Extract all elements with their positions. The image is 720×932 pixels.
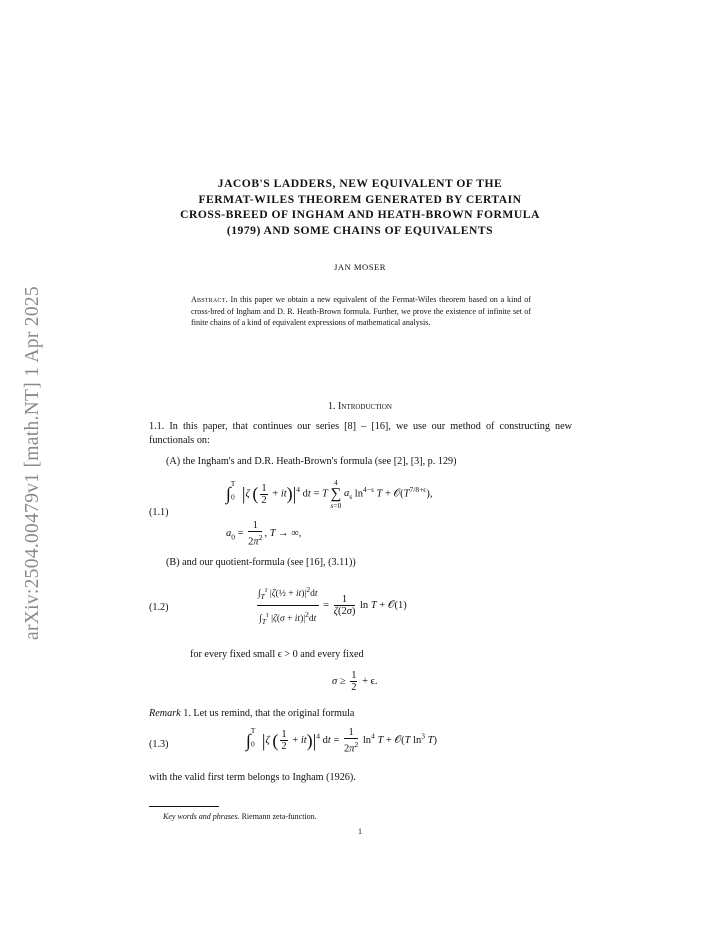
closing-sentence: with the valid first term belongs to Ingham (1926).	[149, 772, 356, 783]
arxiv-stamp: arXiv:2504.00479v1 [math.NT] 1 Apr 2025	[22, 286, 43, 640]
equation-number: (1.3)	[149, 739, 169, 750]
title-line: FERMAT-WILES THEOREM GENERATED BY CERTAIN	[198, 192, 522, 206]
equation-1-2: $\frac{\int_T^\tau |\zeta(\frac{1}{2} + it)|^2dt}{\int_T^\tau |\zeta(\sigma + it)|^2dt}$ = $\frac{1}{\zeta(2\sigma)}$ ln T + 𝒪(1)	[258, 585, 407, 627]
author-name: JAN MOSER	[333, 262, 386, 272]
intro-paragraph: 1.1. In this paper, that continues our series [8] – [16], we use our method of constructing new functionals on:	[149, 421, 572, 446]
title-line: (1979) AND SOME CHAINS OF EQUIVALENTS	[226, 223, 494, 237]
footnote-text: Riemann zeta-function.	[241, 812, 317, 821]
footnote-rule	[149, 806, 219, 807]
equation-1-3: $\int_0^T$ |ζ ( $\frac{1}{2}$ + $it)|^4$ dt = $\frac{1}{2\pi^2}$ $\ln^4 T$ + 𝒪(T $\ln^3 T$)	[246, 725, 437, 755]
abstract-text: In this paper we obtain a new equivalent of the Fermat-Wiles theorem based on a kind of cross-bred of Ingham and D. R. Heath-Brown formula. Further, we prove the existence of infinite set of finite chains of a kind of equivalent expressions of mathematical analysis.	[191, 295, 532, 328]
for-every-text: for every fixed small ϵ > 0 and every fixed	[190, 649, 364, 660]
remark-label: Remark	[149, 708, 181, 719]
footnote-label: Key words and phrases.	[163, 812, 240, 821]
page-number: 1	[358, 827, 362, 836]
item-a: (A) the Ingham's and D.R. Heath-Brown's formula (see [2], [3], p. 129)	[166, 456, 457, 467]
abstract-label: Abstract.	[191, 295, 228, 304]
sigma-condition: σ ≥ $\frac{1}{2}$ + ϵ.	[332, 670, 378, 693]
equation-number: (1.2)	[149, 602, 169, 613]
remark	[149, 707, 572, 721]
section-heading: 1. Introduction	[328, 401, 392, 412]
abstract	[191, 294, 531, 329]
paper-title	[148, 176, 572, 238]
equation-number: (1.1)	[149, 507, 169, 518]
title-line: CROSS-BREED OF INGHAM AND HEATH-BROWN FORMULA	[180, 208, 540, 222]
equation-1-1: $\int_0^T$ |ζ ( $\frac{1}{2}$ + $it)|^4$ dt = T 4 ∑ s=0 $a_s$ $\ln^{4-s} T$ + $𝒪(T^{7/8+\epsilon})$,	[226, 478, 433, 510]
title-line: JACOB'S LADDERS, NEW EQUIVALENT OF THE	[217, 177, 503, 190]
item-b: (B) and our quotient-formula (see [16], (3.11))	[166, 557, 356, 568]
footnote	[163, 812, 317, 821]
equation-1-1-cont: $a_0$ = $\frac{1}{2\pi^2}$ , T → ∞,	[226, 520, 302, 548]
remark-text: 1. Let us remind, that the original formula	[183, 708, 355, 719]
